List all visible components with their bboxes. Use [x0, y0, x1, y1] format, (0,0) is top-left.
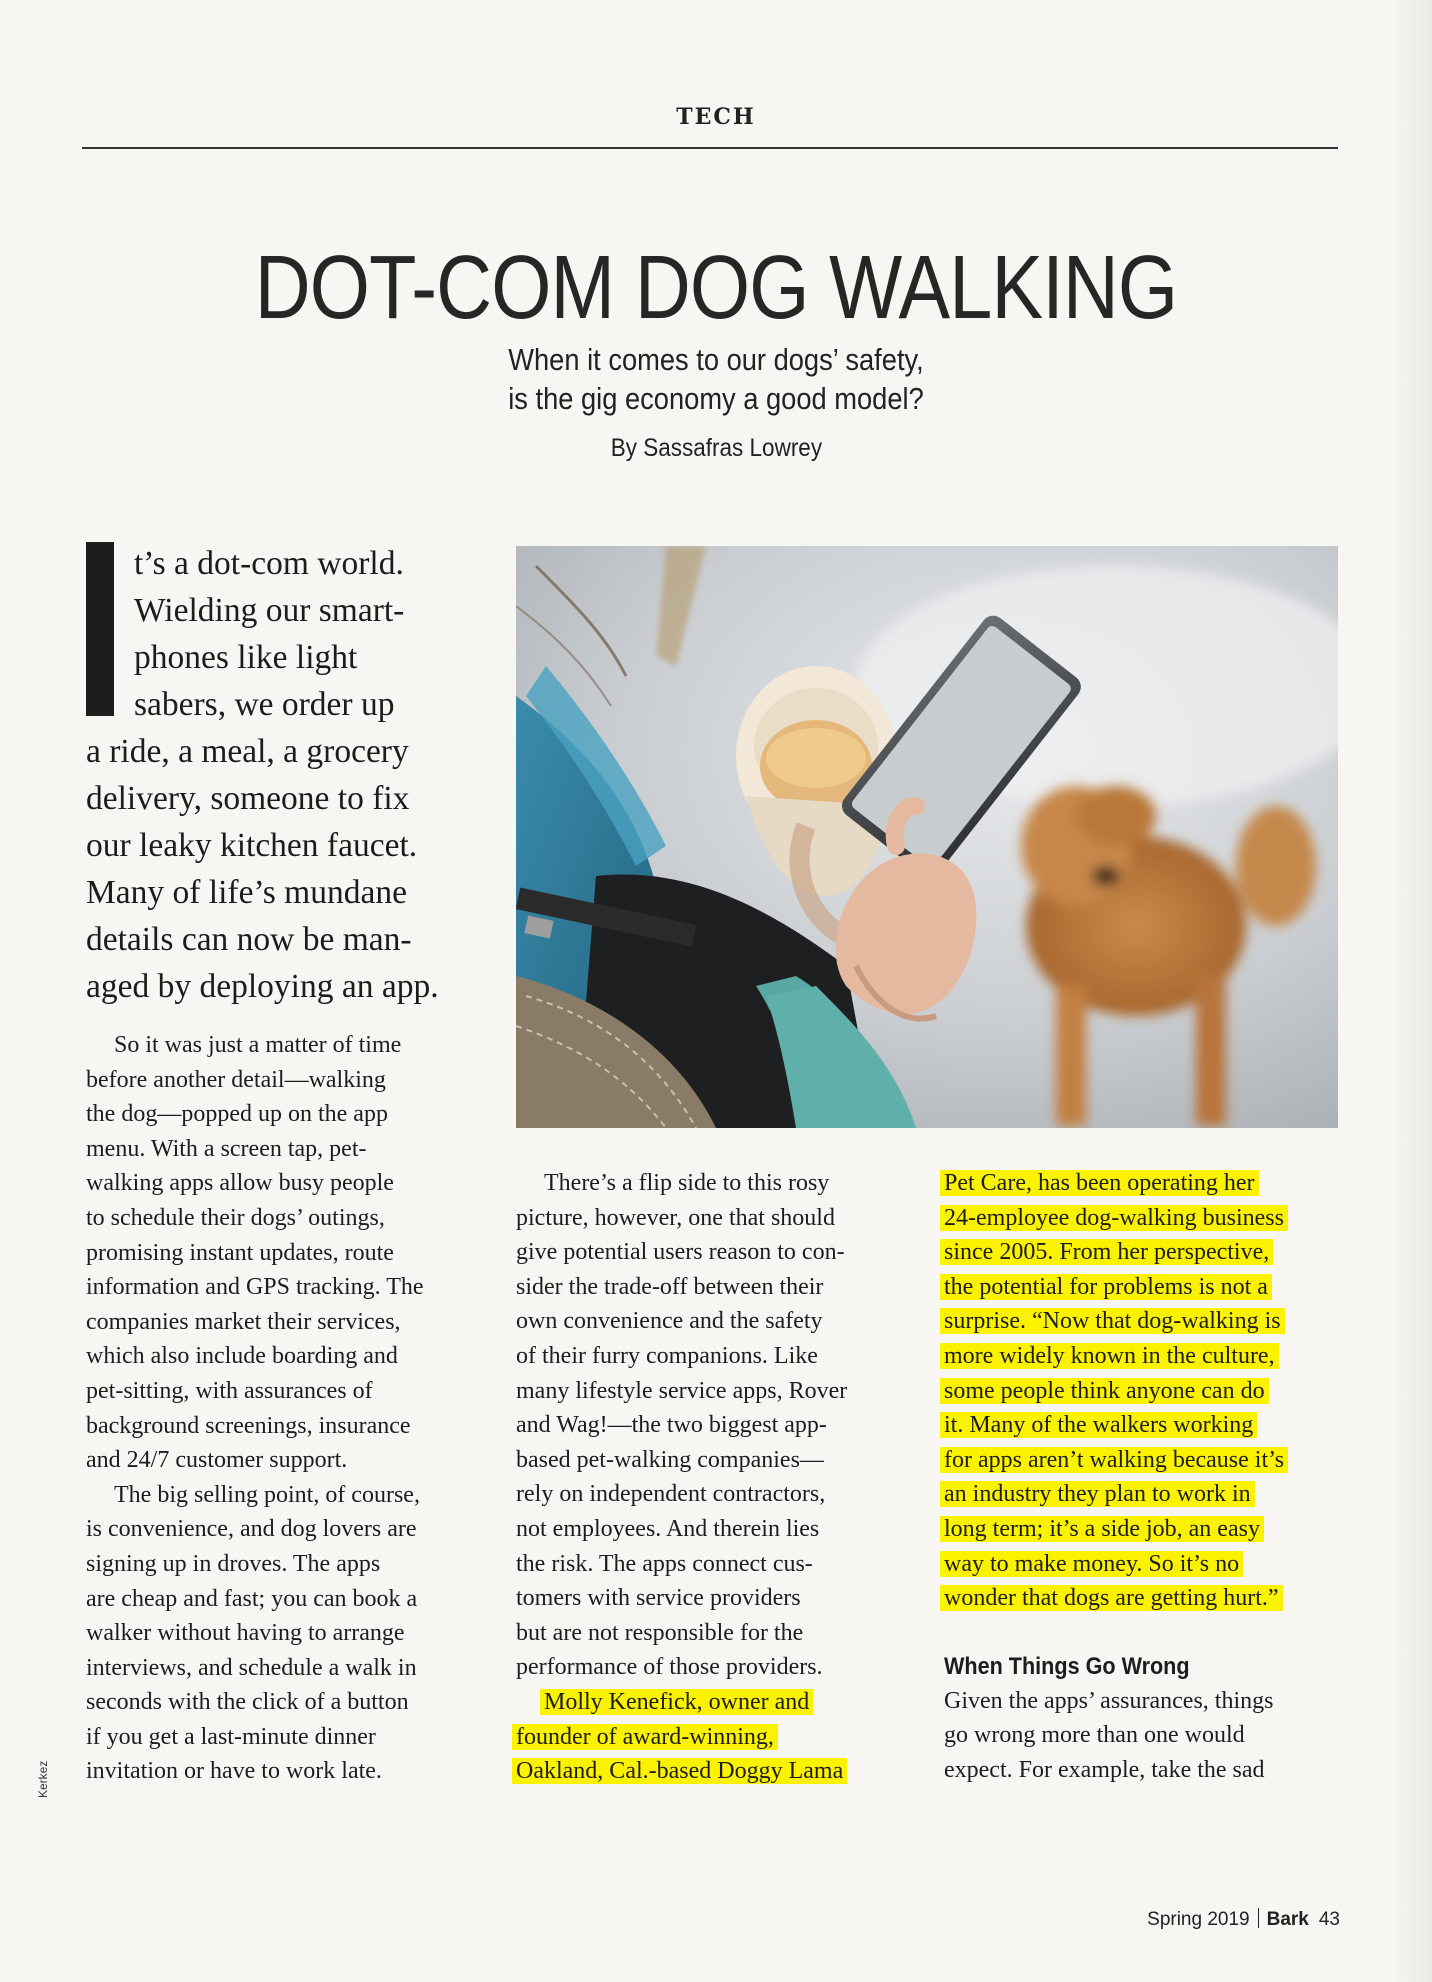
body-line: walking apps allow busy people: [86, 1170, 394, 1197]
body-line: sider the trade-off between their: [516, 1273, 824, 1300]
photo-credit-text: Kerkez: [36, 1760, 50, 1798]
column-1: [86, 1028, 486, 1789]
highlighted-line: [516, 1685, 906, 1720]
highlighted-line: [516, 1720, 906, 1755]
body-line: walker without having to arrange: [86, 1620, 405, 1647]
body-line: the dog—popped up on the app: [86, 1101, 388, 1128]
body-line: if you get a last-minute dinner: [86, 1723, 376, 1750]
lead-line: Many of life’s mundane: [86, 874, 407, 911]
highlighted-line: [944, 1581, 1344, 1616]
body-line: but are not responsible for the: [516, 1619, 804, 1646]
body-line: not employees. And therein lies: [516, 1515, 820, 1542]
body-line: signing up in droves. The apps: [86, 1550, 381, 1577]
body-line: companies market their services,: [86, 1308, 401, 1335]
highlight: the potential for problems is not a: [940, 1274, 1272, 1300]
highlight: 24-employee dog-walking business: [940, 1205, 1288, 1231]
deck-line: is the gig economy a good model?: [508, 381, 924, 416]
subhead: When Things Go Wrong: [944, 1652, 1190, 1680]
highlighted-line: [944, 1339, 1344, 1374]
highlighted-line: [944, 1304, 1344, 1339]
highlight: Pet Care, has been operating her: [940, 1170, 1259, 1196]
body-line: based pet-walking companies—: [516, 1446, 824, 1473]
headline: DOT-COM DOG WALKING: [254, 238, 1178, 338]
body-line: the risk. The apps connect cus-: [516, 1550, 813, 1577]
body-line: There’s a flip side to this rosy: [544, 1170, 830, 1196]
highlighted-line: [944, 1270, 1344, 1305]
highlight: Molly Kenefick, owner and: [540, 1689, 813, 1715]
deck-line: When it comes to our dogs’ safety,: [508, 342, 924, 377]
lead-line: phones like light: [134, 639, 358, 676]
folio-season: Spring 2019: [1147, 1909, 1250, 1930]
body-line: information and GPS tracking. The: [86, 1274, 424, 1301]
section-label: TECH: [676, 104, 756, 130]
highlight: it. Many of the walkers working: [940, 1412, 1257, 1438]
lead-line: Wielding our smart-: [134, 592, 405, 629]
lead-line: our leaky kitchen faucet.: [86, 827, 418, 864]
highlight: long term; it’s a side job, an easy: [940, 1516, 1264, 1542]
lead-line: aged by deploying an app.: [86, 968, 439, 1005]
body-line: interviews, and schedule a walk in: [86, 1654, 417, 1681]
body-line: menu. With a screen tap, pet-: [86, 1135, 367, 1162]
body-line: own convenience and the safety: [516, 1308, 823, 1335]
highlighted-line: [944, 1374, 1344, 1409]
highlight: founder of award-winning,: [512, 1724, 778, 1750]
body-line: invitation or have to work late.: [86, 1758, 382, 1785]
body-line: seconds with the click of a button: [86, 1689, 409, 1716]
column-3: [944, 1166, 1344, 1788]
body-line: which also include boarding and: [86, 1343, 398, 1370]
highlight: an industry they plan to work in: [940, 1481, 1255, 1507]
highlighted-line: [944, 1477, 1344, 1512]
highlight: Oakland, Cal.-based Doggy Lama: [512, 1758, 847, 1784]
photo-illustration: [516, 546, 1338, 1128]
highlighted-line: [944, 1235, 1344, 1270]
body-line: tomers with service providers: [516, 1585, 801, 1612]
highlight: some people think anyone can do: [940, 1378, 1269, 1404]
highlight: way to make money. So it’s no: [940, 1551, 1243, 1577]
highlighted-line: [944, 1547, 1344, 1582]
body-line: is convenience, and dog lovers are: [86, 1516, 417, 1543]
highlight: for apps aren’t walking because it’s: [940, 1447, 1288, 1473]
body-line: background screenings, insurance: [86, 1412, 411, 1439]
column-2: [516, 1166, 906, 1789]
body-line: many lifestyle service apps, Rover: [516, 1377, 848, 1404]
page-folio: [1147, 1908, 1340, 1931]
byline: [0, 434, 1432, 463]
lead-line: t’s a dot-com world.: [134, 545, 404, 582]
highlighted-line: [944, 1408, 1344, 1443]
lead-line: delivery, someone to fix: [86, 780, 410, 817]
photo-credit: [32, 1748, 52, 1808]
highlight: since 2005. From her perspective,: [940, 1239, 1273, 1265]
highlight: more widely known in the culture,: [940, 1343, 1279, 1369]
body-line: go wrong more than one would: [944, 1722, 1245, 1749]
folio-magazine: Bark: [1266, 1909, 1309, 1930]
body-line: performance of those providers.: [516, 1654, 823, 1681]
highlighted-line: [944, 1201, 1344, 1236]
body-line: rely on independent contractors,: [516, 1481, 826, 1508]
lead-line: sabers, we order up: [134, 686, 395, 723]
byline-text: By Sassafras Lowrey: [610, 434, 822, 462]
highlighted-line: [944, 1166, 1344, 1201]
folio-page-number: 43: [1318, 1909, 1340, 1930]
lead-line: a ride, a meal, a grocery: [86, 733, 409, 770]
highlight: surprise. “Now that dog-walking is: [940, 1308, 1285, 1334]
highlighted-line: [944, 1443, 1344, 1478]
lead-paragraph: [86, 540, 486, 1010]
page-edge: [1392, 0, 1432, 1982]
body-line: are cheap and fast; you can book a: [86, 1585, 418, 1612]
body-line: The big selling point, of course,: [114, 1481, 420, 1508]
deck: [0, 340, 1432, 418]
body-line: Given the apps’ assurances, things: [944, 1687, 1274, 1714]
body-line: pet-sitting, with assurances of: [86, 1377, 373, 1404]
body-line: promising instant updates, route: [86, 1239, 394, 1266]
body-line: and Wag!—the two biggest app-: [516, 1412, 827, 1439]
body-line: So it was just a matter of time: [114, 1032, 402, 1058]
article-photo: [516, 546, 1338, 1128]
lead-line: details can now be man-: [86, 921, 412, 958]
highlighted-line: [944, 1512, 1344, 1547]
body-line: picture, however, one that should: [516, 1204, 835, 1231]
body-line: expect. For example, take the sad: [944, 1756, 1265, 1783]
body-line: of their furry companions. Like: [516, 1342, 818, 1369]
body-line: to schedule their dogs’ outings,: [86, 1204, 385, 1231]
highlight: wonder that dogs are getting hurt.”: [940, 1585, 1283, 1611]
body-line: give potential users reason to con-: [516, 1239, 845, 1266]
body-line: before another detail—walking: [86, 1066, 386, 1093]
highlighted-line: [516, 1754, 906, 1789]
body-line: and 24/7 customer support.: [86, 1447, 348, 1474]
header-rule: [82, 147, 1338, 149]
folio-divider: [1258, 1908, 1259, 1928]
